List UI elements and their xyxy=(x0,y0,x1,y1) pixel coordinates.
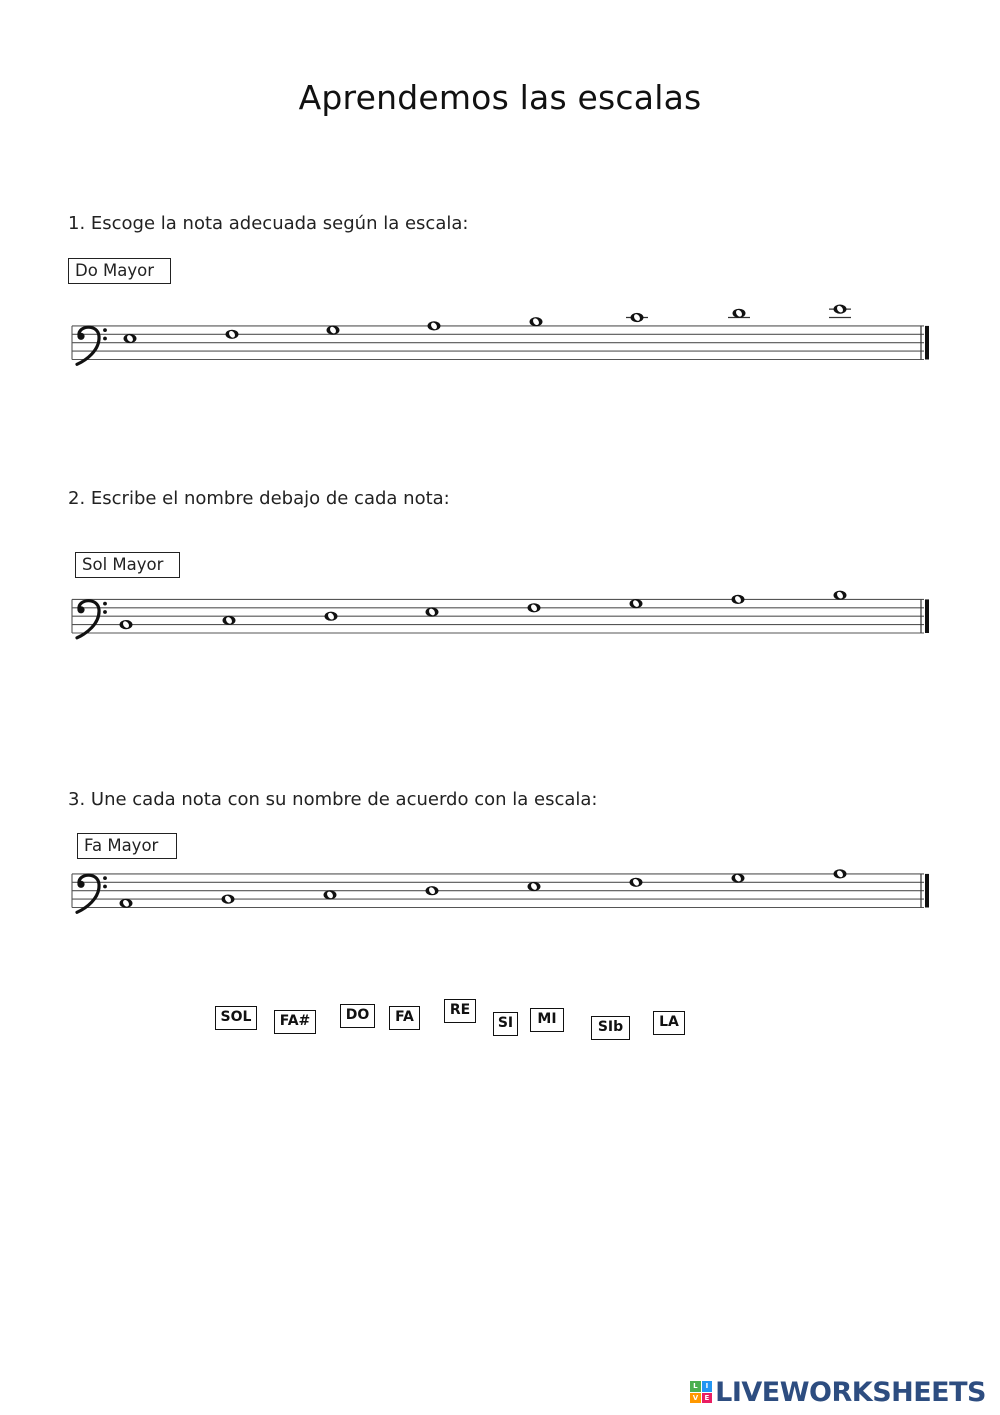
word-tile-si-flat[interactable]: SIb xyxy=(591,1016,630,1040)
whole-note-g3 xyxy=(530,317,543,326)
scale-label-fa-mayor: Fa Mayor xyxy=(77,833,177,859)
whole-note-f3 xyxy=(834,869,847,878)
liveworksheets-icon xyxy=(690,1381,712,1403)
whole-note-g3 xyxy=(834,591,847,600)
word-tile-la[interactable]: LA xyxy=(653,1011,685,1035)
whole-note-e3 xyxy=(327,326,340,335)
whole-note-b2 xyxy=(325,612,338,621)
whole-note-a3 xyxy=(626,313,648,322)
staff-3 xyxy=(0,860,1000,940)
whole-note-e3 xyxy=(630,599,643,608)
whole-note-a2 xyxy=(324,890,337,899)
whole-note-c4 xyxy=(829,305,851,318)
word-tile-si[interactable]: SI xyxy=(493,1012,518,1036)
staff-2 xyxy=(0,580,1000,660)
whole-note-e3 xyxy=(732,874,745,883)
bass-clef-icon xyxy=(77,875,107,912)
word-tile-fa[interactable]: FA xyxy=(389,1006,420,1030)
brand-icon-letter: E xyxy=(702,1393,713,1404)
whole-note-d3 xyxy=(630,878,643,887)
scale-label-sol-mayor: Sol Mayor xyxy=(75,552,180,578)
brand-name: LIVEWORKSHEETS xyxy=(715,1376,986,1408)
whole-note-g2 xyxy=(120,620,133,629)
brand-icon-letter: V xyxy=(690,1393,701,1404)
scale-label-do-mayor: Do Mayor xyxy=(68,258,171,284)
brand-icon-letter: L xyxy=(690,1381,701,1392)
instruction-3: 3. Une cada nota con su nombre de acuerdo con la escala: xyxy=(68,789,598,810)
whole-note-g2 xyxy=(222,895,235,904)
word-tile-re[interactable]: RE xyxy=(444,999,476,1023)
instruction-1: 1. Escoge la nota adecuada según la escala: xyxy=(68,213,469,234)
whole-note-c3 xyxy=(426,607,439,616)
brand-icon-letter: I xyxy=(702,1381,713,1392)
page-title: Aprendemos las escalas xyxy=(298,78,702,117)
whole-note-bb2 xyxy=(426,886,439,895)
instruction-2: 2. Escribe el nombre debajo de cada nota: xyxy=(68,488,450,509)
whole-note-f2 xyxy=(120,899,133,908)
whole-note-f3 xyxy=(428,321,441,330)
word-tile-mi[interactable]: MI xyxy=(530,1008,564,1032)
whole-note-b3 xyxy=(728,309,750,318)
whole-note-d3 xyxy=(528,603,541,612)
bass-clef-icon xyxy=(77,601,107,638)
word-tile-do[interactable]: DO xyxy=(340,1004,375,1028)
whole-note-d3 xyxy=(226,330,239,339)
whole-note-c3 xyxy=(124,334,137,343)
staff-1 xyxy=(0,300,1000,380)
liveworksheets-logo xyxy=(690,1377,986,1407)
whole-note-a2 xyxy=(223,616,236,625)
word-tile-fa-sharp[interactable]: FA# xyxy=(274,1010,316,1034)
bass-clef-icon xyxy=(77,327,107,364)
word-tile-sol[interactable]: SOL xyxy=(215,1006,257,1030)
whole-note-f-sharp3 xyxy=(732,595,745,604)
whole-note-c3 xyxy=(528,882,541,891)
